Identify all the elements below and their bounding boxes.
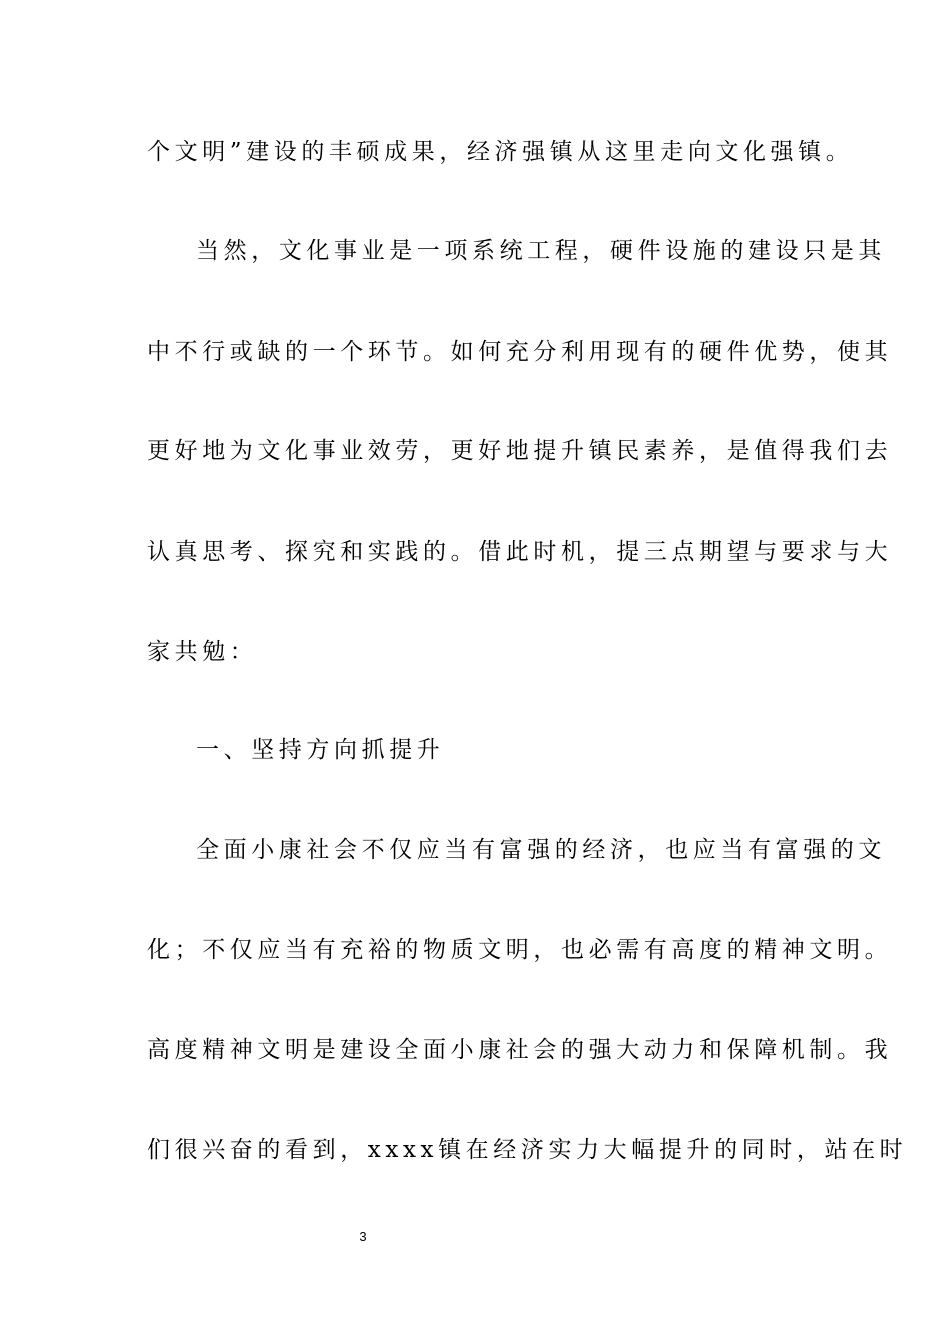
paragraph-line-6: 家共勉： [147,639,258,665]
paragraph-line-9: 高度精神文明是建设全面小康社会的强大动力和保障机制。我 [147,1037,893,1063]
paragraph-line-10: 们很兴奋的看到，xxxx镇在经济实力大幅提升的同时，站在时 [147,1137,908,1163]
paragraph-line-8: 化；不仅应当有充裕的物质文明，也必需有高度的精神文明。 [147,937,893,963]
paragraph-line-5: 认真思考、探究和实践的。借此时机，提三点期望与要求与大 [147,539,893,565]
section-heading: 一、坚持方向抓提升 [196,737,445,763]
page-number: 3 [359,1229,367,1244]
paragraph-line-1: 个文明”建设的丰硕成果，经济强镇从这里走向文化强镇。 [147,139,854,165]
paragraph-line-2: 当然，文化事业是一项系统工程，硬件设施的建设只是其 [196,238,886,264]
paragraph-line-4: 更好地为文化事业效劳，更好地提升镇民素养，是值得我们去 [147,438,893,464]
paragraph-line-7: 全面小康社会不仅应当有富强的经济，也应当有富强的文 [196,837,886,863]
paragraph-line-3: 中不行或缺的一个环节。如何充分利用现有的硬件优势，使其 [147,339,893,365]
